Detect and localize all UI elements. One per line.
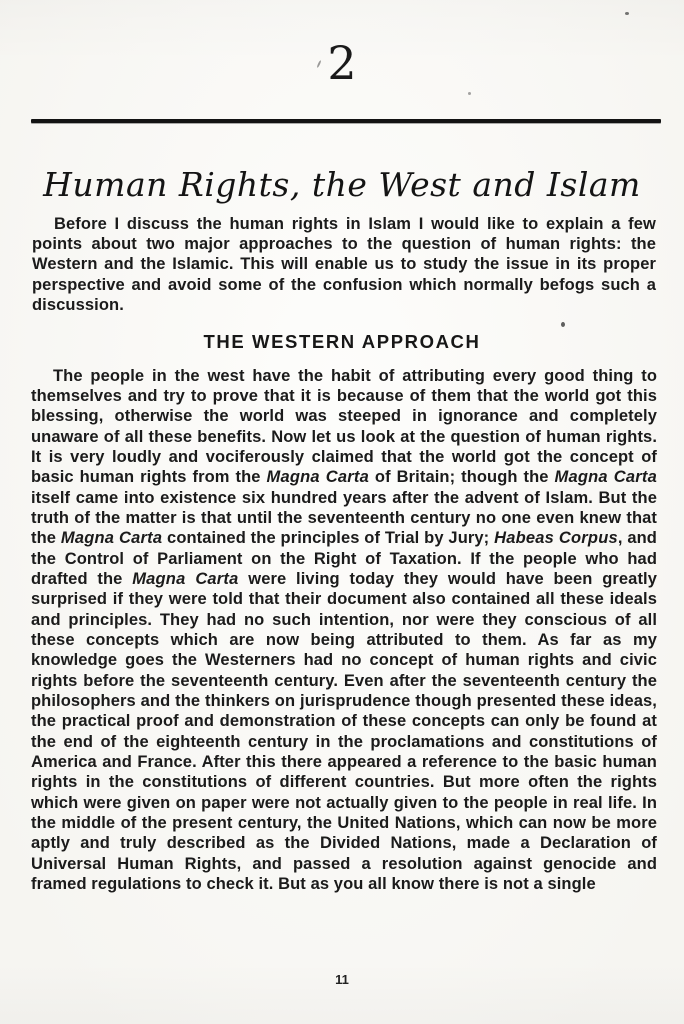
page-title: Human Rights, the West and Islam [43,165,641,205]
chapter-number: 2 [327,36,357,90]
page-number: 11 [335,972,349,987]
scan-speck [625,12,629,15]
intro-paragraph: Before I discuss the human rights in Islam I would like to explain a few points about two major approaches to the question of human rights: the Western and the Islamic. This will enable us to study the issue in its proper perspective and avoid some of the confusion which normally befogs such a discussion. [32,214,656,315]
scan-speck [561,322,565,327]
scan-speck [468,92,471,95]
header-rule [31,119,661,123]
body-paragraph: The people in the west have the habit of attributing every good thing to themselves and try to prove that it is because of them that the world got this blessing, otherwise the world was steeped in ignorance and completely unaware of all these benefits. Now let us look at the question of human rights. It is very loudly and vociferously claimed that the world got the concept of basic human rights from the Magna Carta of Britain; though the Magna Carta itself came into existence six hundred years after the advent of Islam. But the truth of the matter is that until the seventeenth century no one even knew that the Magna Carta contained the principles of Trial by Jury; Habeas Corpus, and the Control of Parliament on the Right of Taxation. If the people who had drafted the Magna Carta were living today they would have been greatly surprised if they were told that their document also contained all these ideals and principles. They had no such intention, nor were they conscious of all these concepts which are now being attributed to them. As far as my knowledge goes the Westerners had no concept of human rights and civic rights before the seventeenth century. Even after the seventeenth century the philosophers and the thinkers on jurisprudence though presented these ideas, the practical proof and demonstration of these concepts can only be found at the end of the eighteenth century in the proclamations and constitutions of America and France. After this there appeared a reference to the basic human rights in the constitutions of different countries. But more often the rights which were given on paper were not actually given to the people in real life. In the middle of the present century, the United Nations, which can now be more aptly and truly described as the Divided Nations, made a Declaration of Universal Human Rights, and passed a resolution against genocide and framed regulations to check it. But as you all know there is not a single [31,366,658,894]
section-heading: THE WESTERN APPROACH [203,331,481,353]
